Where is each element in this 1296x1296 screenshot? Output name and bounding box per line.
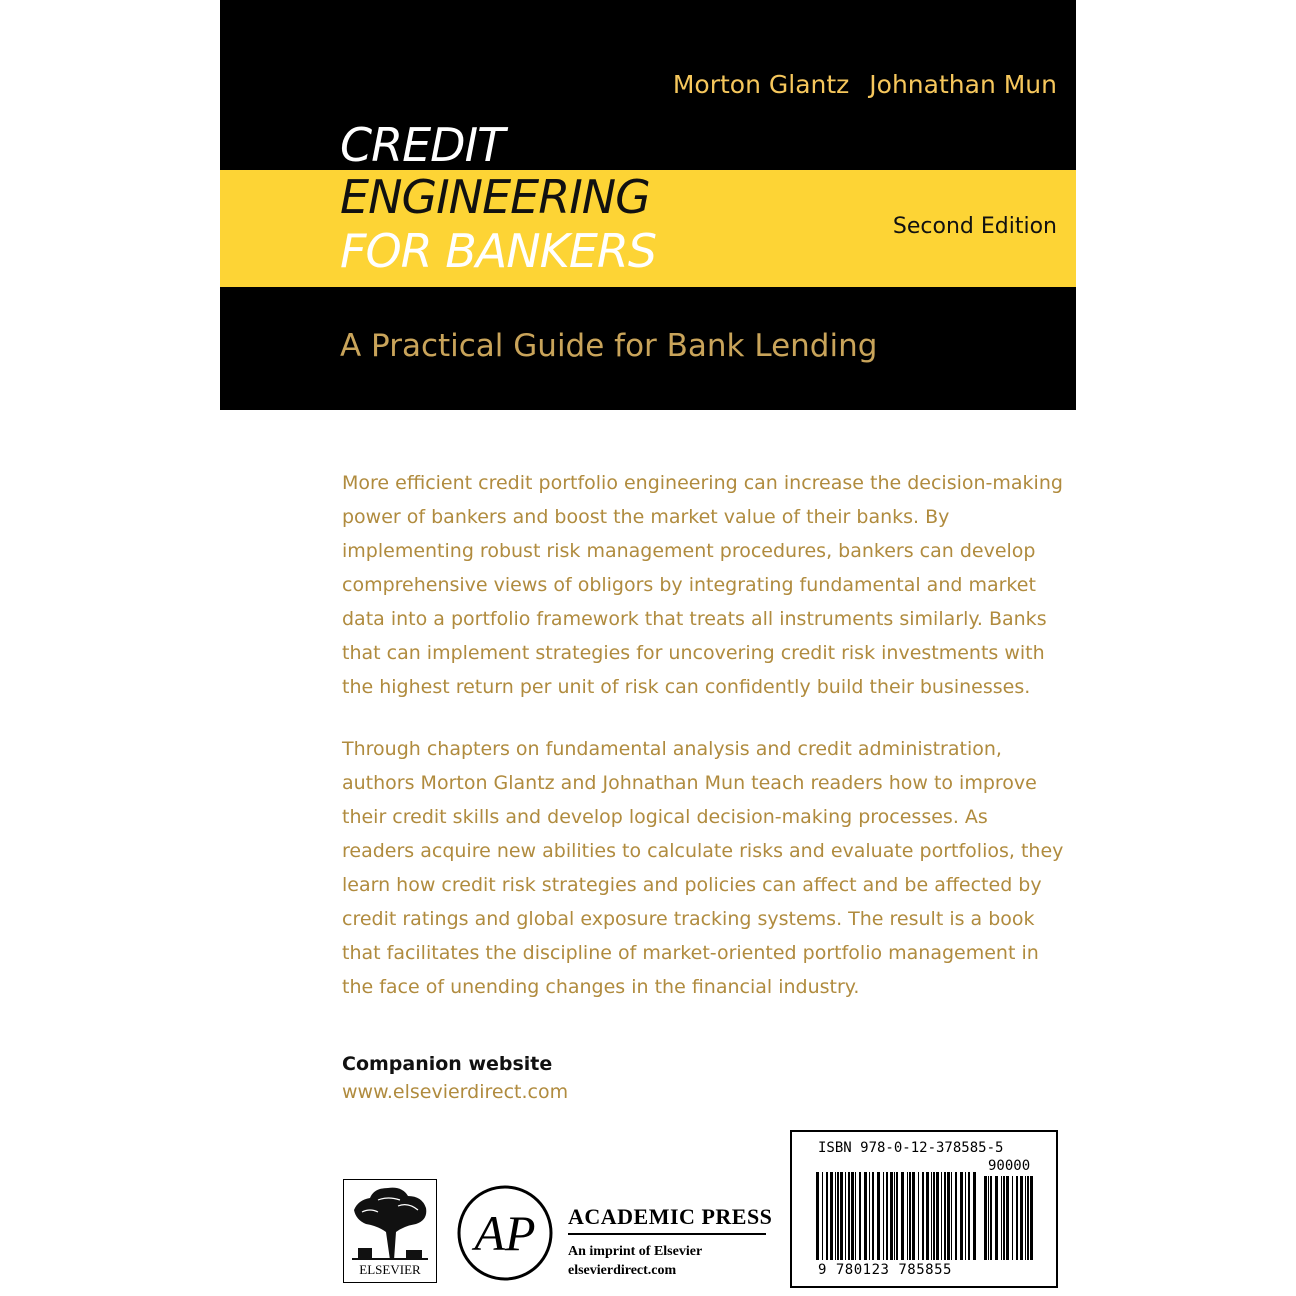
companion-website <box>342 1050 568 1106</box>
isbn-text: ISBN 978-0-12-378585-5 <box>818 1140 1004 1156</box>
barcode-bar <box>845 1172 846 1260</box>
barcode-bar <box>1020 1176 1023 1260</box>
barcode-bar <box>907 1172 908 1260</box>
blurb-paragraph-2: Through chapters on fundamental analysis and credit administration, authors Morton Glantz and Johnathan Mun teach readers how to improve their credit skills and develop logical decision-making processes. As readers acquire new abilities to calculate risks and evaluate portfolios, they learn how credit risk strategies and policies can affect and be affected by credit ratings and global exposure tracking systems. The result is a book that facilitates the discipline of market-oriented portfolio management in the face of unending changes in the financial industry. <box>342 738 1064 998</box>
barcode-bar <box>869 1172 870 1260</box>
ean-digits: 9 780123 785855 <box>818 1262 952 1278</box>
authors <box>673 70 1057 99</box>
barcode-bar <box>944 1172 946 1260</box>
barcode-bar <box>1030 1176 1033 1260</box>
publisher-divider <box>568 1233 766 1235</box>
barcode-bar <box>1003 1176 1005 1260</box>
barcode-bar <box>864 1172 867 1260</box>
barcode-bar <box>848 1172 850 1260</box>
book-back-cover <box>220 0 1076 1296</box>
publisher-block <box>568 1204 772 1280</box>
barcode-bar <box>955 1172 957 1260</box>
barcode-bar <box>855 1172 856 1260</box>
companion-url[interactable]: www.elsevierdirect.com <box>342 1081 569 1103</box>
barcode-bar <box>851 1172 854 1260</box>
barcode-bar <box>1006 1176 1009 1260</box>
barcode-bar <box>1027 1176 1029 1260</box>
barcode-bar <box>912 1172 915 1260</box>
barcode-bar <box>840 1172 843 1260</box>
barcode-bar <box>918 1172 919 1260</box>
barcode-bar <box>822 1172 823 1260</box>
barcode-bar <box>990 1176 992 1260</box>
edition-label: Second Edition <box>892 214 1057 239</box>
companion-label: Companion website <box>342 1053 553 1075</box>
author-2: Johnathan Mun <box>869 70 1057 99</box>
barcode-bar <box>926 1172 929 1260</box>
publisher-site[interactable]: elsevierdirect.com <box>568 1263 677 1278</box>
publisher-name: ACADEMIC PRESS <box>568 1204 773 1229</box>
barcode-bar <box>830 1172 833 1260</box>
barcode-bar <box>837 1172 839 1260</box>
barcode-bar <box>984 1176 987 1260</box>
barcode-bar <box>995 1176 998 1260</box>
barcode-bar <box>877 1172 880 1260</box>
barcode-bar <box>890 1172 893 1260</box>
title-line-2: ENGINEERING <box>340 170 650 224</box>
title-line-3: FOR BANKERS <box>340 224 657 278</box>
publisher-imprint: An imprint of Elsevier <box>568 1244 703 1259</box>
barcode-bar <box>886 1172 888 1260</box>
barcode-bar <box>960 1172 963 1260</box>
barcode-bar <box>951 1172 952 1260</box>
barcode-bar <box>936 1172 939 1260</box>
barcode-bar <box>883 1172 884 1260</box>
barcode-bar <box>973 1172 976 1260</box>
elsevier-tree-icon <box>348 1182 432 1262</box>
barcode-bar <box>968 1172 970 1260</box>
barcode-bar <box>931 1172 932 1260</box>
author-1: Morton Glantz <box>672 70 850 99</box>
addon-barcode-bars <box>984 1176 1036 1260</box>
price-code: 90000 <box>988 1158 1031 1174</box>
barcode-bar <box>1001 1176 1002 1260</box>
barcode-bar <box>872 1172 874 1260</box>
barcode-bar <box>988 1176 989 1260</box>
barcode-bar <box>894 1172 895 1260</box>
barcode-bar <box>1025 1176 1026 1260</box>
elsevier-logo <box>343 1179 437 1283</box>
academic-press-logo-icon <box>456 1184 554 1282</box>
barcode-bar <box>933 1172 935 1260</box>
ean-barcode-bars <box>816 1172 976 1260</box>
barcode-bar <box>909 1172 911 1260</box>
ap-monogram: AP <box>474 1205 536 1261</box>
barcode-bar <box>965 1172 966 1260</box>
barcode-bar <box>835 1172 836 1260</box>
subtitle: A Practical Guide for Bank Lending <box>340 328 878 364</box>
barcode-bar <box>826 1172 828 1260</box>
barcode-bar <box>941 1172 942 1260</box>
elsevier-wordmark: ELSEVIER <box>359 1262 421 1277</box>
isbn-barcode <box>790 1130 1058 1288</box>
barcode-bar <box>816 1172 819 1260</box>
barcode-bar <box>1012 1176 1013 1260</box>
barcode-bar <box>901 1172 904 1260</box>
blurb <box>342 466 1064 1032</box>
barcode-bar <box>896 1172 898 1260</box>
barcode-bar <box>1016 1176 1018 1260</box>
barcode-bar <box>859 1172 861 1260</box>
blurb-paragraph-1: More efficient credit portfolio engineering can increase the decision-making power of bankers and boost the market value of their banks. By implementing robust risk management procedures, bankers can develop comprehensive views of obligors by integrating fundamental and market data into a portfolio framework that treats all instruments similarly. Banks that can implement strategies for uncovering credit risk investments with the highest return per unit of risk can confidently build their businesses. <box>342 472 1063 698</box>
barcode-bar <box>922 1172 924 1260</box>
title-line-1: CREDIT <box>340 118 505 172</box>
barcode-bar <box>947 1172 950 1260</box>
